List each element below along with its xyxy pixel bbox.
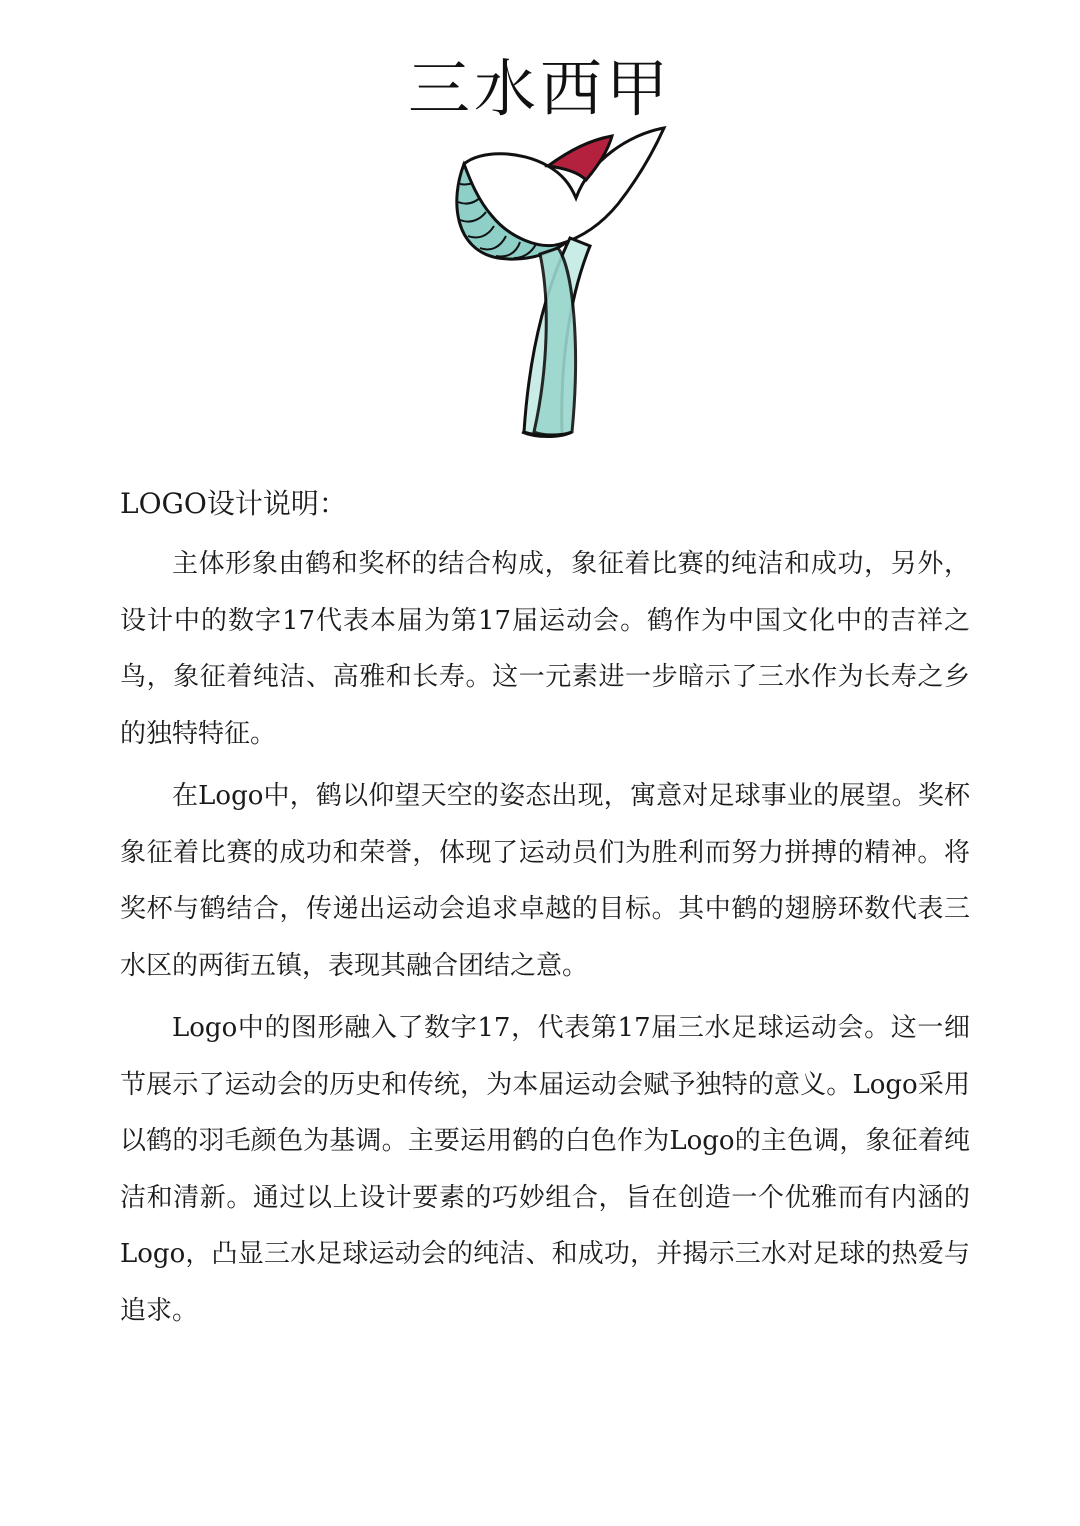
description-body xyxy=(120,536,970,1345)
paragraph-1: 主体形象由鹤和奖杯的结合构成，象征着比赛的纯洁和成功，另外，设计中的数字17代表本届为第17届运动会。鹤作为中国文化中的吉祥之鸟，象征着纯洁、高雅和长寿。这一元素进一步暗示了三水作为长寿之乡的独特特征。 xyxy=(120,549,970,749)
section-heading: LOGO设计说明： xyxy=(120,487,347,520)
crane-trophy-logo xyxy=(440,120,680,450)
logo-title: 三水西甲 xyxy=(407,52,672,125)
paragraph-2: 在Logo中，鹤以仰望天空的姿态出现，寓意对足球事业的展望。奖杯象征着比赛的成功和荣誉，体现了运动员们为胜利而努力拼搏的精神。将奖杯与鹤结合，传递出运动会追求卓越的目标。其中鹤的翅膀环数代表三水区的两街五镇，表现其融合团结之意。 xyxy=(120,781,970,981)
paragraph-3: Logo中的图形融入了数字17，代表第17届三水足球运动会。这一细节展示了运动会的历史和传统，为本届运动会赋予独特的意义。Logo采用以鹤的羽毛颜色为基调。主要运用鹤的白色作为Logo的主色调，象征着纯洁和清新。通过以上设计要素的巧妙组合，旨在创造一个优雅而有内涵的Logo，凸显三水足球运动会的纯洁、和成功，并揭示三水对足球的热爱与追求。 xyxy=(120,1013,970,1326)
